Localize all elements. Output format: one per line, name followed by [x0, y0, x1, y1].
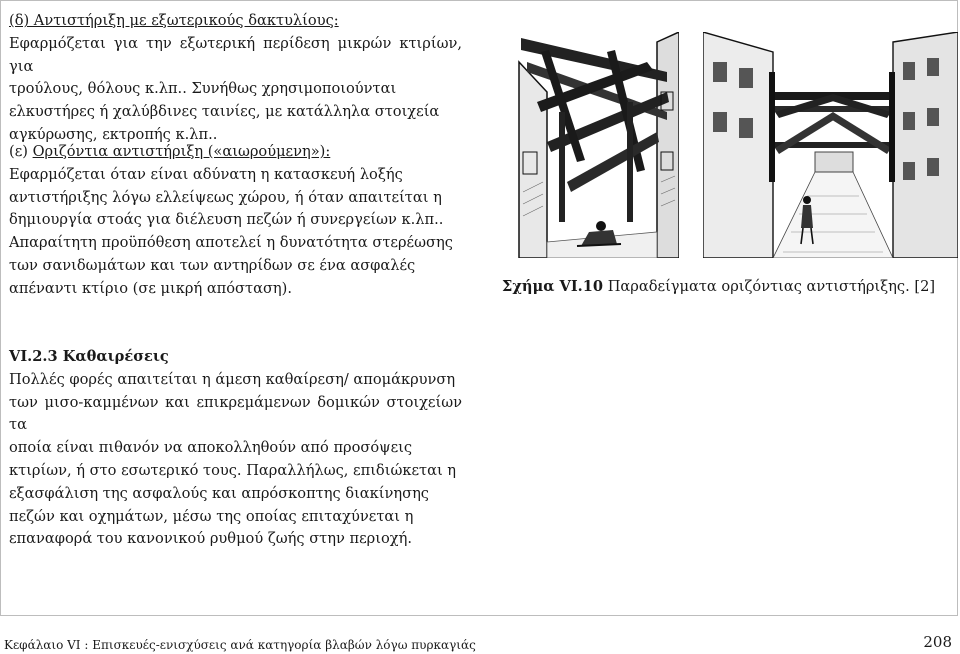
text-line: επαναφορά του κανονικού ρυθμού ζωής στην περιοχή. [9, 530, 412, 548]
section-e-heading: (ε) Οριζόντια αντιστήριξη («αιωρούμενη»): [9, 143, 331, 160]
section-demolitions [9, 346, 462, 551]
figure-shoring-sketch-left [517, 32, 679, 258]
text-line: Εφαρμόζεται για την εξωτερική περίδεση μικρών κτιρίων, για [9, 34, 462, 75]
text-line: Απαραίτητη προϋπόθεση αποτελεί η δυνατότητα στερέωσης [9, 234, 453, 252]
figure-label: Σχήμα VI.10 [502, 278, 604, 295]
text-line: των μισο-καμμένων και επικρεμάμενων δομικών στοιχείων τα [9, 393, 462, 434]
text-line: των σανιδωμάτων και των αντηρίδων σε ένα ασφαλές [9, 256, 416, 274]
section-title: VI.2.3 Καθαιρέσεις [9, 348, 169, 365]
section-horizontal-shoring [9, 141, 462, 301]
text-line: εξασφάλιση της ασφαλούς και απρόσκοπτης διακίνησης [9, 484, 429, 502]
text-line: απέναντι κτίριο (σε μικρή απόσταση). [9, 279, 292, 297]
figure-caption-text: Παραδείγματα οριζόντιας αντιστήριξης. [2] [603, 278, 936, 295]
text-line: Εφαρμόζεται όταν είναι αδύνατη η κατασκευή λοξής [9, 165, 403, 183]
text-line: οποία είναι πιθανόν να αποκολληθούν από προσόψεις [9, 439, 413, 457]
text-line: Πολλές φορές απαιτείται η άμεση καθαίρεση/ απομάκρυνση [9, 370, 456, 388]
text-line: αγκύρωσης, εκτροπής κ.λπ.. [9, 125, 218, 143]
section-d-heading: (δ) Αντιστήριξη με εξωτερικούς δακτυλίους: [9, 12, 339, 29]
section-external-rings [9, 10, 462, 147]
text-line: δημιουργία στοάς για διέλευση πεζών ή συνεργείων κ.λπ.. [9, 211, 444, 229]
text-line: ελκυστήρες ή χαλύβδινες ταινίες, με κατάλληλα στοιχεία [9, 103, 440, 121]
footer-chapter: Κεφάλαιο VI : Επισκευές-ενισχύσεις ανά κατηγορία βλαβών λόγω πυρκαγιάς [4, 638, 476, 652]
text-line: τρούλους, θόλους κ.λπ.. Συνήθως χρησιμοποιούνται [9, 80, 397, 98]
figure-shoring-sketch-right [703, 32, 958, 258]
page-footer [4, 633, 956, 654]
text-line: πεζών και οχημάτων, μέσω της οποίας επιταχύνεται η [9, 507, 414, 525]
text-line: κτιρίων, ή στο εσωτερικό τους. Παραλλήλως, επιδιώκεται η [9, 461, 457, 479]
text-line: αντιστήριξης λόγω ελλείψεως χώρου, ή όταν απαιτείται η [9, 188, 442, 206]
page-number: 208 [923, 633, 952, 651]
figure-caption [502, 277, 935, 297]
